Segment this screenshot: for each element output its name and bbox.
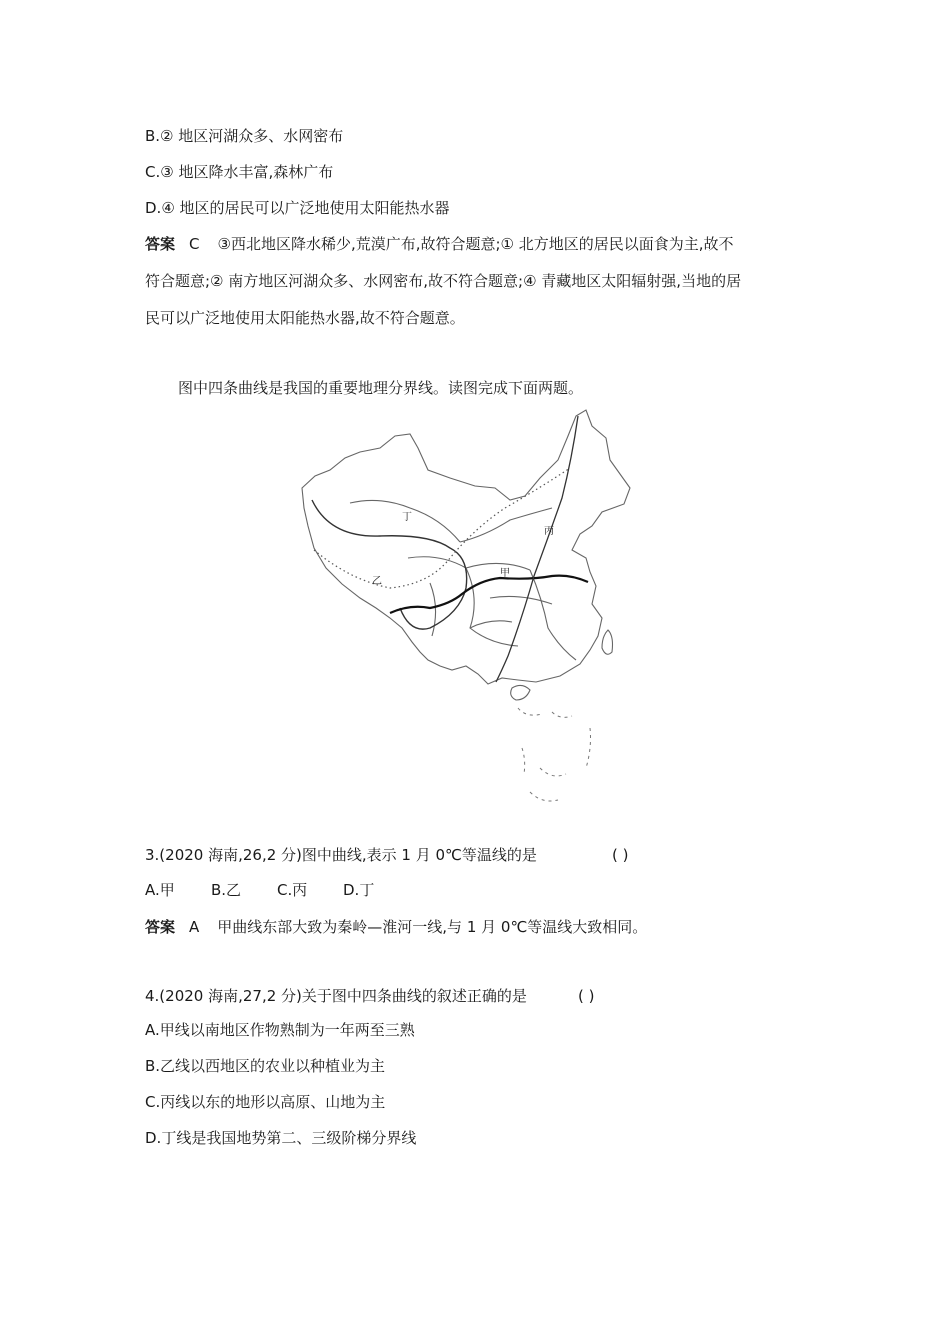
option-c: C.③ 地区降水丰富,森林广布 <box>145 163 334 181</box>
q4-option-b: B.乙线以西地区的农业以种植业为主 <box>145 1057 386 1075</box>
q3-answer-bracket: ( ) <box>612 846 629 864</box>
q4-option-c: C.丙线以东的地形以高原、山地为主 <box>145 1093 386 1111</box>
label-yi: 乙 <box>372 576 382 587</box>
q2-answer-line3: 民可以广泛地使用太阳能热水器,故不符合题意。 <box>145 309 465 327</box>
q3-options <box>145 879 374 901</box>
q3-stem <box>145 844 537 866</box>
q3-option-c: C.丙 <box>277 881 308 899</box>
option-b: B.② 地区河湖众多、水网密布 <box>145 127 344 145</box>
answer-text: ③西北地区降水稀少,荒漠广布,故符合题意;① 北方地区的居民以面食为主,故不 <box>217 235 734 253</box>
answer-label: 答案 <box>145 918 176 936</box>
curve-bing <box>496 416 578 682</box>
q3-stem-text: 3.(2020 海南,26,2 分)图中曲线,表示 1 月 0℃等温线的是 <box>145 846 537 864</box>
label-bing: 丙 <box>544 526 554 537</box>
q4-option-d: D.丁线是我国地势第二、三级阶梯分界线 <box>145 1129 417 1147</box>
q4-option-a: A.甲线以南地区作物熟制为一年两至三熟 <box>145 1021 415 1039</box>
label-ding: 丁 <box>402 512 412 523</box>
q4-stem-text: 4.(2020 海南,27,2 分)关于图中四条曲线的叙述正确的是 <box>145 987 527 1005</box>
q3-answer <box>145 916 647 938</box>
label-jia: 甲 <box>500 568 510 579</box>
answer-label: 答案 <box>145 235 176 253</box>
map-outline <box>302 410 630 700</box>
option-d: D.④ 地区的居民可以广泛地使用太阳能热水器 <box>145 199 450 217</box>
q3-option-a: A.甲 <box>145 881 175 899</box>
curve-jia <box>390 576 588 613</box>
curve-ding <box>312 500 467 629</box>
map-intro: 图中四条曲线是我国的重要地理分界线。读图完成下面两题。 <box>178 379 584 397</box>
q4-answer-bracket: ( ) <box>578 987 595 1005</box>
q2-answer-line2: 符合题意;② 南方地区河湖众多、水网密布,故不符合题意;④ 青藏地区太阳辐射强,当地的居 <box>145 272 742 290</box>
q3-option-b: B.乙 <box>211 881 242 899</box>
curve-yi <box>314 468 570 588</box>
south-sea-islands <box>518 708 591 801</box>
answer-text: 甲曲线东部大致为秦岭—淮河一线,与 1 月 0℃等温线大致相同。 <box>217 918 648 936</box>
answer-letter: C <box>189 235 200 253</box>
china-boundary-map <box>290 408 640 818</box>
answer-letter: A <box>189 918 200 936</box>
q3-option-d: D.丁 <box>343 881 375 899</box>
q2-answer-line1 <box>145 233 734 255</box>
q4-stem <box>145 985 527 1007</box>
